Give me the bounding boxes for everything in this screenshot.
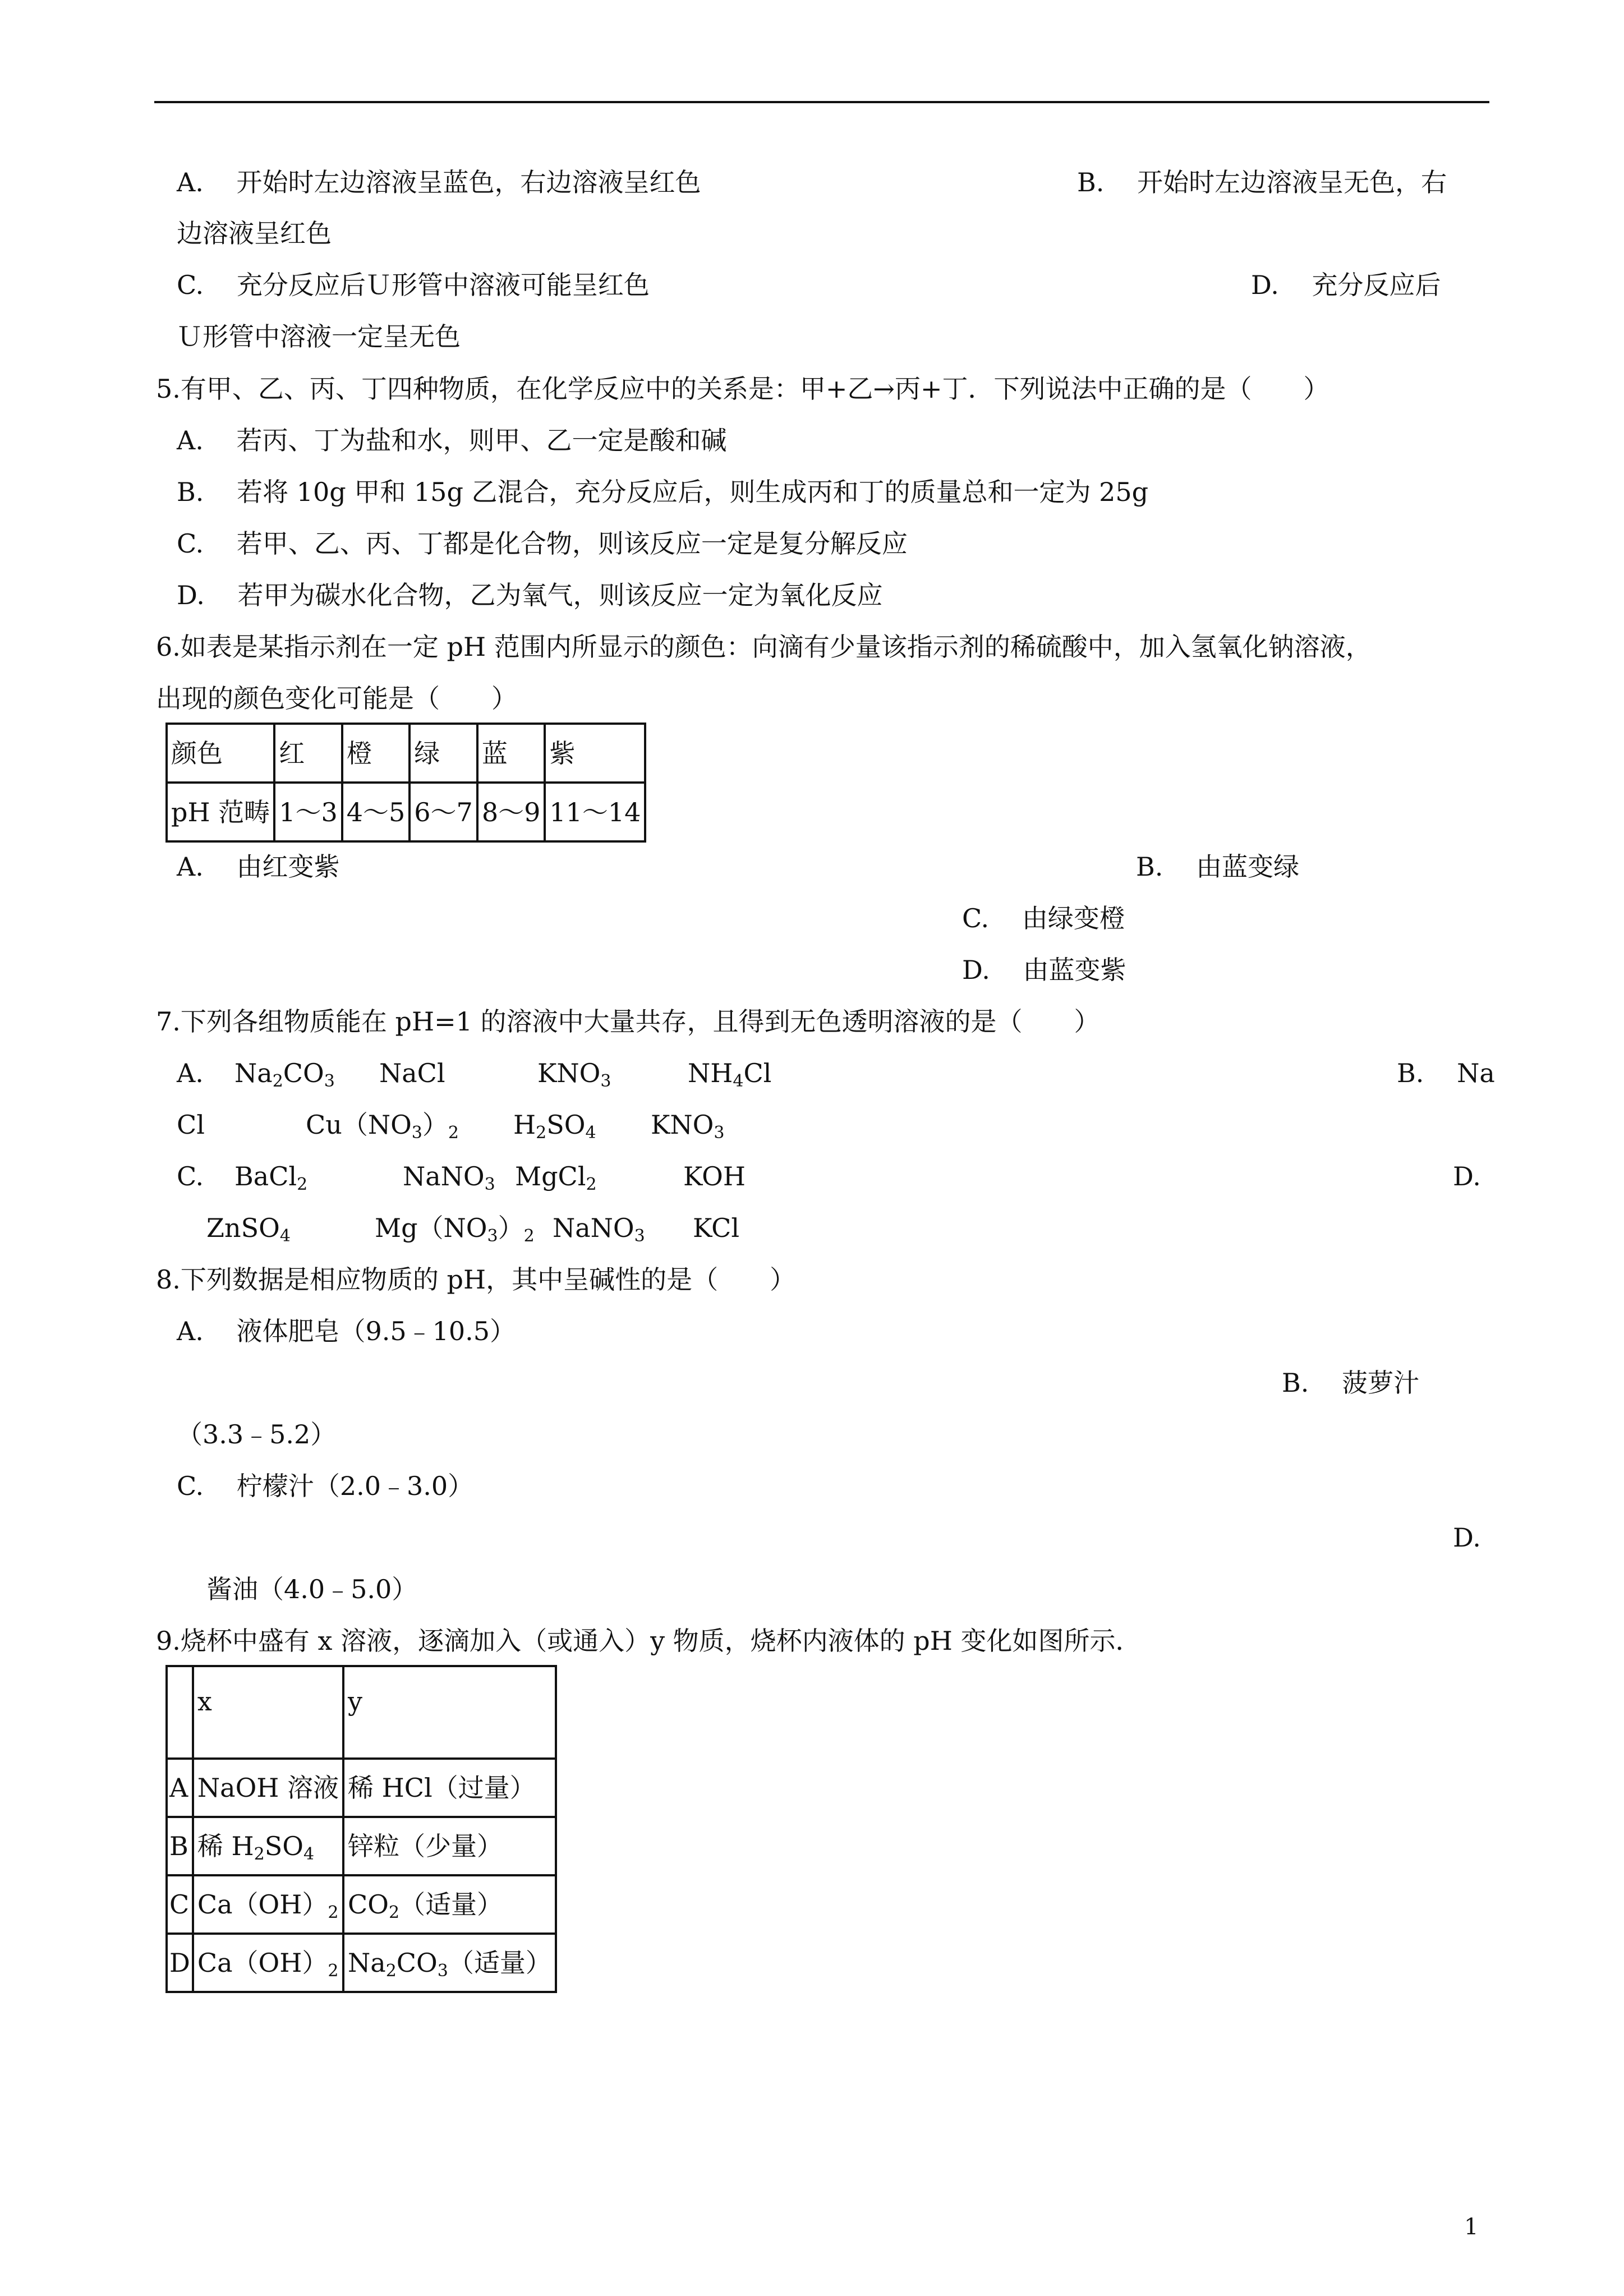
table-cell: 6～7 [410, 783, 477, 841]
table-cell: 颜色 [167, 724, 274, 783]
q8-stem: 8.下列数据是相应物质的 pH，其中呈碱性的是（ ） [156, 1264, 796, 1295]
table-row [167, 783, 645, 841]
table-cell: NaOH 溶液 [193, 1759, 343, 1817]
table-cell: $Ca(OH)_2$ [193, 1875, 343, 1934]
q8-option-b-continued: （3.3﹣5.2） [177, 1419, 337, 1450]
option-label: B. [1136, 852, 1163, 882]
table-cell: $Ca(OH)_2$ [193, 1934, 343, 1992]
option-label: C. [177, 270, 204, 300]
formula-kno3: $KNO_3$ [651, 1110, 725, 1143]
table-row [167, 1934, 556, 1992]
option-text: 若甲为碳水化合物，乙为氧气，则该反应一定为氧化反应 [237, 580, 883, 610]
table-row [167, 724, 645, 783]
table-cell: 稀 $H_2SO_4$ [193, 1817, 343, 1875]
q4-option-b [1077, 169, 1447, 195]
option-text: 菠萝汁 [1342, 1368, 1420, 1398]
option-label: D. [1251, 270, 1279, 300]
q4-option-b-continued: 边溶液呈红色 [177, 218, 332, 249]
q7-option-b-label: B. Na [1397, 1058, 1495, 1088]
q8-option-a [177, 1318, 516, 1344]
q6-indicator-table [165, 723, 646, 843]
formula-nh4cl: $NH_4Cl$ [688, 1058, 772, 1091]
q6-option-b [1136, 854, 1299, 880]
table-cell: 红 [274, 724, 342, 783]
table-cell: pH 范畴 [167, 783, 274, 841]
q5-option-b [177, 479, 1148, 505]
formula-mgcl2: MgCl$_2$ [515, 1161, 597, 1194]
option-text: 由蓝变绿 [1196, 852, 1300, 882]
q5-option-a [177, 427, 726, 453]
table-cell [167, 1666, 193, 1759]
row-label: C [167, 1875, 193, 1934]
option-text: 开始时左边溶液呈蓝色，右边溶液呈红色 [236, 167, 701, 197]
q8-option-d-label: D. [1453, 1522, 1481, 1553]
q4-option-d-continued: Ｕ形管中溶液一定呈无色 [177, 321, 461, 352]
q6-option-c [962, 905, 1125, 931]
header-rule [154, 101, 1489, 103]
formula-kcl: KCl [693, 1213, 740, 1243]
option-label: C. [177, 528, 204, 559]
option-text: 由蓝变紫 [1023, 955, 1126, 985]
table-row [167, 1817, 556, 1875]
formula-nacl: NaCl [379, 1058, 445, 1088]
option-label: A. [177, 852, 204, 882]
table-cell: 蓝 [477, 724, 545, 783]
formula-znso4: ZnSO$_4$ [206, 1213, 291, 1246]
option-text: 若丙、丁为盐和水，则甲、乙一定是酸和碱 [236, 425, 727, 455]
table-cell: 绿 [410, 724, 477, 783]
table-cell: $CO_2$（适量） [343, 1875, 556, 1934]
table-cell: 橙 [342, 724, 410, 783]
table-cell: 紫 [545, 724, 645, 783]
q4-option-d [1251, 272, 1441, 298]
q5-option-c [177, 528, 908, 559]
table-cell: 11～14 [545, 783, 645, 841]
q5-option-d [177, 582, 883, 608]
q9-reagent-table [165, 1665, 557, 1993]
q7-option-d-label: D. [1453, 1161, 1481, 1191]
q6-option-a [177, 854, 339, 880]
option-label: C. [177, 1471, 204, 1501]
option-text: 由绿变橙 [1022, 903, 1125, 933]
table-cell: 稀 HCl（过量） [343, 1759, 556, 1817]
option-text: 开始时左边溶液呈无色，右 [1137, 167, 1447, 197]
formula-cu-no3-2: $Cu(NO_3)_2$ [306, 1110, 459, 1143]
table-row [167, 1875, 556, 1934]
q5-stem: 5.有甲、乙、丙、丁四种物质，在化学反应中的关系是：甲+乙→丙+丁．下列说法中正确的是（ ） [156, 374, 1329, 404]
q4-option-c [177, 272, 650, 298]
q7-stem: 7.下列各组物质能在 pH=1 的溶液中大量共存，且得到无色透明溶液的是（ ） [156, 1006, 1100, 1037]
formula-bacl2: BaCl$_2$ [234, 1161, 308, 1194]
option-label: B. [1282, 1368, 1309, 1398]
formula-nano3: NaNO$_3$ [403, 1161, 495, 1194]
q6-option-d [962, 957, 1126, 983]
option-label: B. [177, 477, 204, 507]
formula-kno3: $KNO_3$ [537, 1058, 611, 1091]
q8-option-b [1282, 1370, 1419, 1396]
table-cell: 锌粒（少量） [343, 1817, 556, 1875]
table-cell: $Na_2CO_3$（适量） [343, 1934, 556, 1992]
option-text: 充分反应后Ｕ形管中溶液可能呈红色 [236, 270, 650, 300]
table-cell: 1～3 [274, 783, 342, 841]
q6-stem-line2: 出现的颜色变化可能是（ ） [156, 683, 517, 714]
q7-option-a-label: A. [177, 1058, 204, 1088]
option-label: B. [1077, 167, 1105, 197]
option-label: D. [962, 955, 990, 985]
formula-na2co3: $Na_2CO_3$ [234, 1058, 335, 1091]
q8-option-d-continued: 酱油（4.0﹣5.0） [206, 1574, 418, 1604]
q8-option-c [177, 1473, 473, 1499]
table-cell: 4～5 [342, 783, 410, 841]
option-label: A. [177, 1316, 204, 1346]
table-row [167, 1759, 556, 1817]
formula-nano3: NaNO$_3$ [553, 1213, 645, 1246]
option-text: 液体肥皂（9.5﹣10.5） [236, 1316, 516, 1346]
formula-koh: KOH [683, 1161, 746, 1191]
table-header-x: x [193, 1666, 343, 1759]
table-row [167, 1666, 556, 1759]
option-label: C. [962, 903, 990, 933]
row-label: A [167, 1759, 193, 1817]
formula-h2so4: $H_2SO_4$ [513, 1110, 596, 1143]
option-label: A. [177, 425, 204, 455]
option-text: 柠檬汁（2.0﹣3.0） [236, 1471, 474, 1501]
table-header-y: y [343, 1666, 556, 1759]
option-label: A. [177, 167, 204, 197]
formula-mg-no3-2: $Mg(NO_3)_2$ [375, 1213, 535, 1246]
q9-stem: 9.烧杯中盛有 x 溶液，逐滴加入（或通入）y 物质，烧杯内液体的 pH 变化如图所示． [156, 1626, 1142, 1656]
option-text: 若将 10g 甲和 15g 乙混合，充分反应后，则生成丙和丁的质量总和一定为 25g [237, 477, 1149, 507]
option-text: 充分反应后 [1312, 270, 1441, 300]
option-label: D. [177, 580, 205, 610]
table-cell: 8～9 [477, 783, 545, 841]
row-label: D [167, 1934, 193, 1992]
option-text: 由红变紫 [236, 852, 340, 882]
formula-cl-continued: Cl [177, 1110, 205, 1140]
row-label: B [167, 1817, 193, 1875]
q7-option-c-label: C. [177, 1161, 204, 1191]
page-number: 1 [1464, 2214, 1479, 2240]
q6-stem-line1: 6.如表是某指示剂在一定 pH 范围内所显示的颜色：向滴有少量该指示剂的稀硫酸中，加入氢氧化钠溶液， [156, 632, 1372, 662]
q4-option-a [177, 169, 701, 195]
option-text: 若甲、乙、丙、丁都是化合物，则该反应一定是复分解反应 [236, 528, 908, 559]
